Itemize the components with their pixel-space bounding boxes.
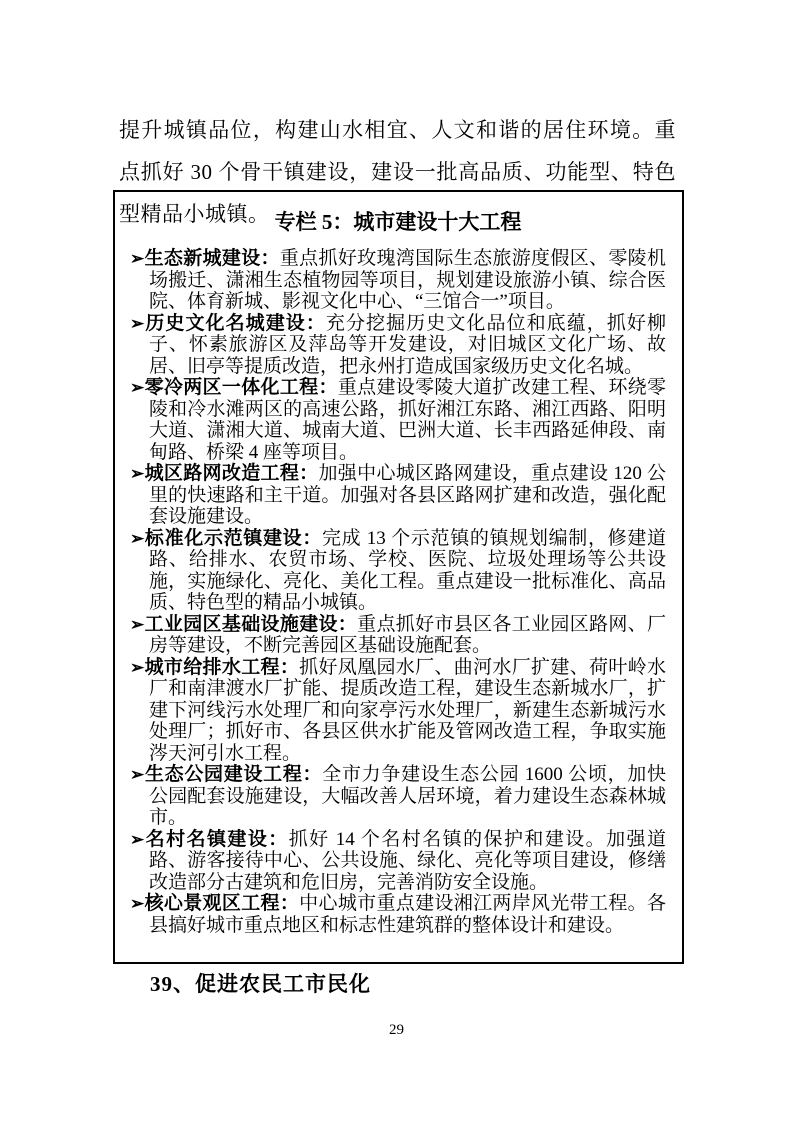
list-item	[130, 764, 666, 829]
item-body: 抓好凤凰园水厂、曲河水厂扩建、荷叶岭水厂和南津渡水厂扩能、提质改造工程，建设生态新城水厂，扩建下河线污水处理厂和向家亭污水处理厂，新建生态新城污水处理厂；抓好市、各县区供水扩能及管网改造工程，争取实施涔天河引水工程。	[149, 656, 666, 764]
arrow-bullet-icon: ➢	[130, 464, 145, 483]
item-title: 历史文化名城建设：	[144, 312, 326, 334]
item-title: 城区路网改造工程：	[144, 463, 319, 484]
arrow-bullet-icon: ➢	[130, 313, 145, 333]
item-body: 全市力争建设生态公园 1600 公顷，加快公园配套设施建设，大幅改善人居环境，着力建设生态森林城市。	[149, 764, 666, 828]
list-item	[130, 893, 666, 936]
item-title: 生态新城建设：	[144, 248, 280, 269]
item-body: 重点抓好玫瑰湾国际生态旅游度假区、零陵机场搬迁、潇湘生态植物园等项目，规划建设旅游小镇、综合医院、体育新城、影视文化中心、“三馆合一”项目。	[149, 248, 666, 312]
item-title: 城市给排水工程：	[144, 656, 300, 678]
list-item	[130, 614, 666, 657]
item-body: 重点建设零陵大道扩改建工程、环绕零陵和冷水滩两区的高速公路，抓好湘江东路、湘江西路、阳明大道、潇湘大道、城南大道、巴洲大道、长丰西路延伸段、南甸路、桥梁 4 座等项目。	[149, 377, 666, 463]
item-title: 生态公园建设工程：	[144, 764, 323, 785]
arrow-bullet-icon: ➢	[130, 765, 145, 784]
arrow-bullet-icon: ➢	[130, 378, 145, 397]
arrow-bullet-icon: ➢	[130, 829, 145, 849]
arrow-bullet-icon: ➢	[130, 249, 145, 268]
list-item	[130, 377, 666, 463]
item-body: 中心城市重点建设湘江两岸风光带工程。各县搞好城市重点地区和标志性建筑群的整体设计和建设。	[149, 893, 666, 936]
item-body: 抓好 14 个名村名镇的保护和建设。加强道路、游客接待中心、公共设施、绿化、亮化等项目建设，修缮改造部分古建筑和危旧房，完善消防安全设施。	[149, 828, 666, 893]
item-body: 充分挖掘历史文化品位和底蕴，抓好柳子、怀素旅游区及萍岛等开发建设，对旧城区文化广场、故居、旧亭等提质改造，把永州打造成国家级历史文化名城。	[149, 312, 666, 377]
item-title: 核心景观区工程：	[144, 893, 300, 914]
column-box-item-list	[130, 248, 666, 936]
item-title: 标准化示范镇建设：	[144, 527, 322, 549]
intro-paragraph: 提升城镇品位，构建山水相宜、人文和谐的居住环境。重点抓好 30 个骨干镇建设，建设一批高品质、功能型、特色型精品小城镇。	[119, 118, 676, 226]
item-body: 完成 13 个示范镇的镇规划编制，修建道路、给排水、农贸市场、学校、医院、垃圾处理场等公共设施，实施绿化、亮化、美化工程。重点建设一批标准化、高品质、特色型的精品小城镇。	[149, 527, 666, 613]
arrow-bullet-icon: ➢	[130, 894, 145, 913]
column-5-box	[113, 190, 684, 964]
arrow-bullet-icon: ➢	[130, 657, 145, 677]
list-item	[130, 528, 666, 614]
page-number: 29	[389, 1022, 404, 1038]
list-item	[130, 657, 666, 765]
item-body: 重点抓好市县区各工业园区路网、厂房等建设，不断完善园区基础设施配套。	[149, 613, 666, 656]
column-box-title: 专栏 5：城市建设十大工程	[274, 210, 522, 234]
item-title: 名村名镇建设：	[144, 828, 289, 850]
item-title: 工业园区基础设施建设：	[144, 613, 358, 635]
list-item	[130, 248, 666, 313]
arrow-bullet-icon: ➢	[130, 614, 145, 634]
arrow-bullet-icon: ➢	[130, 528, 145, 548]
list-item	[130, 313, 666, 378]
item-title: 零冷两区一体化工程：	[144, 377, 338, 398]
section-heading: 39、促进农民工市民化	[150, 972, 371, 996]
list-item	[130, 463, 666, 528]
list-item	[130, 829, 666, 894]
item-body: 加强中心城区路网建设，重点建设 120 公里的快速路和主干道。加强对各县区路网扩建和改造，强化配套设施建设。	[149, 463, 666, 527]
